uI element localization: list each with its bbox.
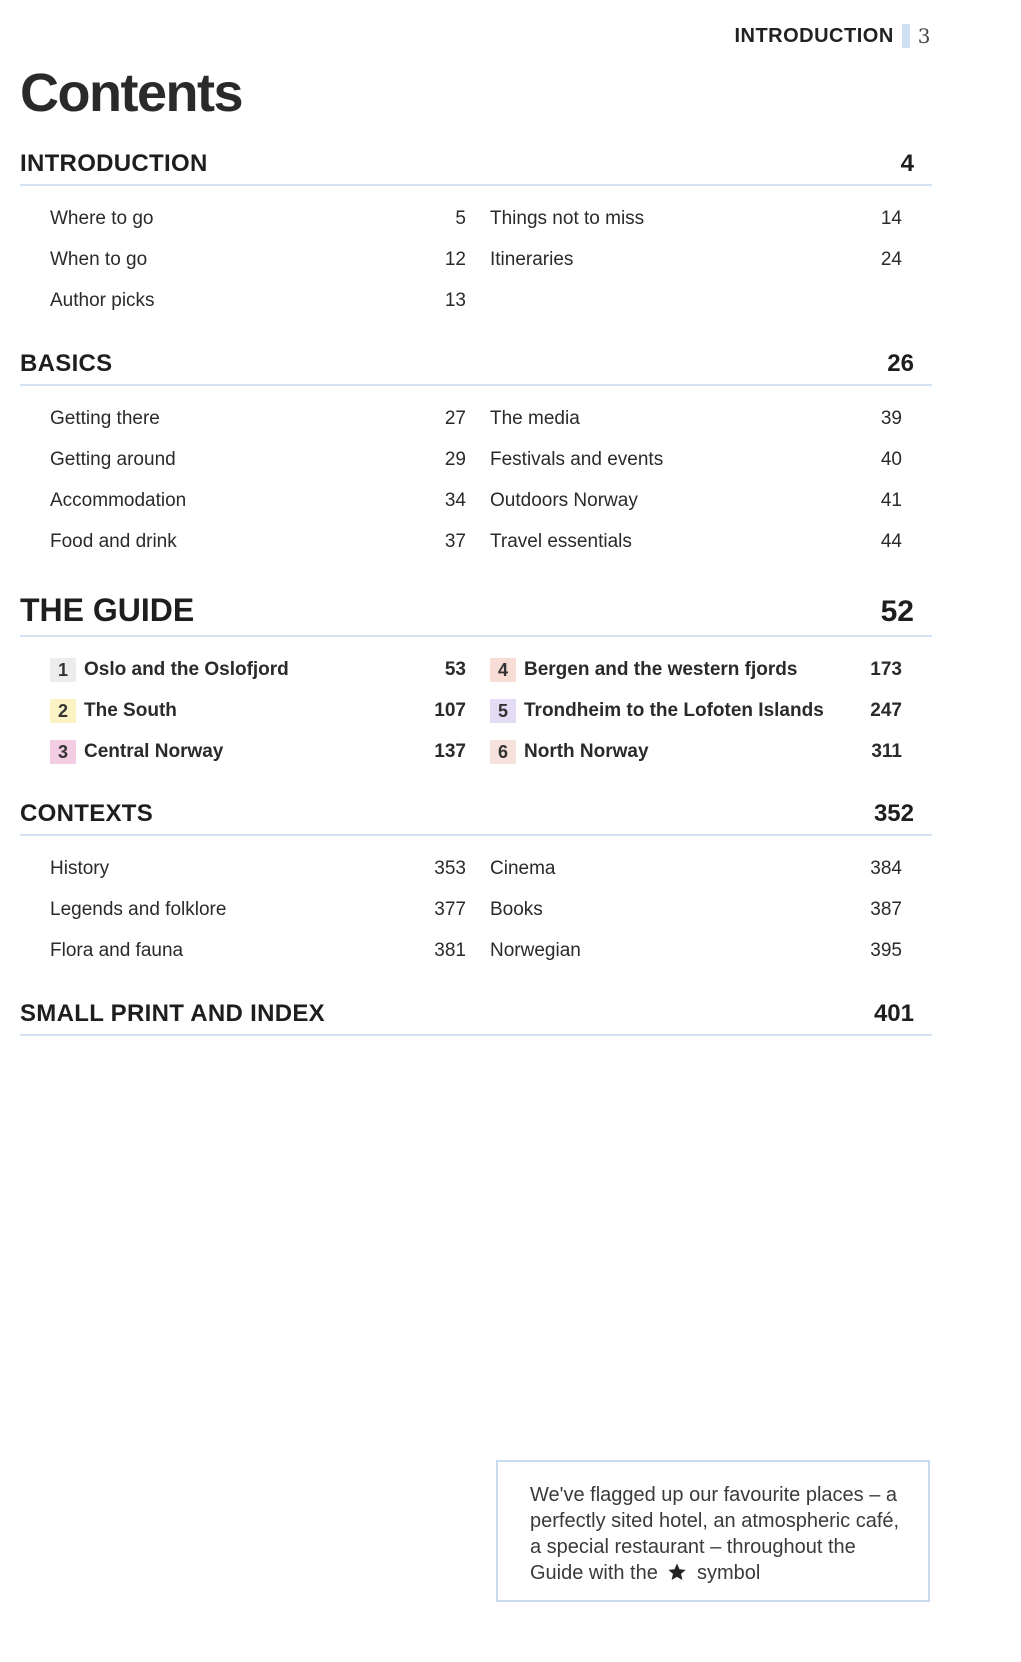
toc-column-left bbox=[20, 398, 490, 562]
toc-entry[interactable] bbox=[490, 848, 914, 889]
toc-label: Author picks bbox=[50, 289, 155, 311]
toc-label: Where to go bbox=[50, 207, 154, 229]
running-head bbox=[734, 24, 931, 48]
section-introduction bbox=[20, 150, 932, 321]
section-page: 401 bbox=[873, 1000, 914, 1027]
page-number: 3 bbox=[917, 24, 931, 48]
toc-label: The media bbox=[490, 407, 580, 429]
toc-entry[interactable] bbox=[490, 239, 914, 280]
toc-page: 5 bbox=[455, 207, 466, 229]
chapter-number-badge: 4 bbox=[490, 658, 516, 682]
toc-page: 13 bbox=[444, 289, 466, 311]
toc-entry[interactable] bbox=[490, 889, 914, 930]
toc-entry[interactable] bbox=[20, 198, 490, 239]
chapter-entry[interactable] bbox=[490, 731, 914, 772]
section-header[interactable] bbox=[20, 800, 932, 836]
toc-page: 387 bbox=[870, 898, 902, 920]
chapter-page: 137 bbox=[434, 740, 466, 762]
section-header[interactable] bbox=[20, 592, 932, 637]
toc-entry[interactable] bbox=[20, 930, 490, 971]
chapter-label: Central Norway bbox=[84, 740, 224, 762]
toc-column-left bbox=[20, 649, 490, 772]
section-title: BASICS bbox=[20, 350, 113, 377]
section-header[interactable] bbox=[20, 1000, 932, 1036]
toc-label: Festivals and events bbox=[490, 448, 664, 470]
section-page: 26 bbox=[887, 350, 914, 377]
section-basics bbox=[20, 350, 932, 562]
chapter-label: Bergen and the western fjords bbox=[524, 658, 798, 680]
toc-page: 44 bbox=[880, 530, 902, 552]
toc-page: 381 bbox=[434, 939, 466, 961]
toc-label: Itineraries bbox=[490, 248, 574, 270]
section-page: 52 bbox=[880, 595, 914, 628]
section-title: SMALL PRINT AND INDEX bbox=[20, 1000, 325, 1027]
chapter-page: 173 bbox=[870, 658, 902, 680]
toc-entry[interactable] bbox=[490, 480, 914, 521]
section-small-print bbox=[20, 1000, 932, 1036]
toc-label: Accommodation bbox=[50, 489, 187, 511]
section-contexts bbox=[20, 800, 932, 971]
chapter-label: Trondheim to the Lofoten Islands bbox=[524, 699, 824, 721]
toc-entry[interactable] bbox=[20, 889, 490, 930]
section-header[interactable] bbox=[20, 350, 932, 386]
section-title: INTRODUCTION bbox=[20, 150, 208, 177]
toc-entry[interactable] bbox=[20, 439, 490, 480]
toc-entry[interactable] bbox=[490, 198, 914, 239]
toc-entry[interactable] bbox=[490, 930, 914, 971]
toc-column-right bbox=[490, 398, 914, 562]
toc-label: Books bbox=[490, 898, 543, 920]
chapter-entry[interactable] bbox=[20, 731, 490, 772]
toc-entry[interactable] bbox=[490, 398, 914, 439]
running-head-bar bbox=[902, 24, 910, 48]
toc-entry[interactable] bbox=[20, 521, 490, 562]
chapter-number-badge: 3 bbox=[50, 740, 76, 764]
toc-page: 395 bbox=[870, 939, 902, 961]
callout-text-end: symbol bbox=[696, 1562, 761, 1584]
toc-page: 384 bbox=[870, 857, 902, 879]
chapter-page: 107 bbox=[434, 699, 466, 721]
toc-page: 41 bbox=[880, 489, 902, 511]
section-the-guide bbox=[20, 592, 932, 772]
section-page: 4 bbox=[900, 150, 914, 177]
toc-entry[interactable] bbox=[490, 439, 914, 480]
callout-text: We've flagged up our favourite places – a perfectly sited hotel, an atmospheric café, a special restaurant – throughout the Guide with the bbox=[530, 1484, 900, 1584]
chapter-entry[interactable] bbox=[20, 649, 490, 690]
toc-entry[interactable] bbox=[20, 848, 490, 889]
toc-page: 37 bbox=[444, 530, 466, 552]
toc-page: 14 bbox=[880, 207, 902, 229]
toc-page: 34 bbox=[444, 489, 466, 511]
toc-column-left bbox=[20, 848, 490, 971]
toc-column-right bbox=[490, 198, 914, 321]
chapter-page: 311 bbox=[871, 740, 902, 762]
toc-column-right bbox=[490, 848, 914, 971]
chapter-entry[interactable] bbox=[490, 690, 914, 731]
chapter-number-badge: 6 bbox=[490, 740, 516, 764]
toc-page: 24 bbox=[880, 248, 902, 270]
chapter-number-badge: 2 bbox=[50, 699, 76, 723]
chapter-entry[interactable] bbox=[20, 690, 490, 731]
page-title: Contents bbox=[20, 63, 242, 123]
toc-label: Getting there bbox=[50, 407, 160, 429]
toc-entry[interactable] bbox=[20, 480, 490, 521]
toc-label: History bbox=[50, 857, 110, 879]
chapter-number-badge: 1 bbox=[50, 658, 76, 682]
toc-label: When to go bbox=[50, 248, 148, 270]
toc-label: Getting around bbox=[50, 448, 176, 470]
toc-label: Flora and fauna bbox=[50, 939, 184, 961]
section-page: 352 bbox=[873, 800, 914, 827]
toc-page: 40 bbox=[880, 448, 902, 470]
running-head-section: INTRODUCTION bbox=[734, 24, 894, 47]
toc-entry[interactable] bbox=[20, 280, 490, 321]
chapter-number-badge: 5 bbox=[490, 699, 516, 723]
chapter-page: 53 bbox=[444, 658, 466, 680]
favourites-callout bbox=[496, 1460, 930, 1602]
chapter-label: North Norway bbox=[524, 740, 649, 762]
toc-label: Things not to miss bbox=[490, 207, 645, 229]
toc-label: Norwegian bbox=[490, 939, 581, 961]
toc-entry[interactable] bbox=[490, 521, 914, 562]
toc-column-right bbox=[490, 649, 914, 772]
section-header[interactable] bbox=[20, 150, 932, 186]
toc-page: 27 bbox=[444, 407, 466, 429]
toc-entry[interactable] bbox=[20, 398, 490, 439]
toc-page: 353 bbox=[434, 857, 466, 879]
toc-column-left bbox=[20, 198, 490, 321]
toc-label: Travel essentials bbox=[490, 530, 632, 552]
chapter-label: Oslo and the Oslofjord bbox=[84, 658, 289, 680]
star-icon bbox=[667, 1562, 687, 1582]
section-title: CONTEXTS bbox=[20, 800, 154, 827]
toc-label: Cinema bbox=[490, 857, 556, 879]
chapter-entry[interactable] bbox=[490, 649, 914, 690]
toc-label: Legends and folklore bbox=[50, 898, 227, 920]
toc-page: 29 bbox=[444, 448, 466, 470]
toc-label: Food and drink bbox=[50, 530, 177, 552]
toc-page: 12 bbox=[444, 248, 466, 270]
toc-page: 39 bbox=[880, 407, 902, 429]
toc-page: 377 bbox=[434, 898, 466, 920]
chapter-page: 247 bbox=[870, 699, 902, 721]
toc-entry[interactable] bbox=[20, 239, 490, 280]
section-title: THE GUIDE bbox=[20, 592, 195, 628]
chapter-label: The South bbox=[84, 699, 177, 721]
toc-label: Outdoors Norway bbox=[490, 489, 638, 511]
